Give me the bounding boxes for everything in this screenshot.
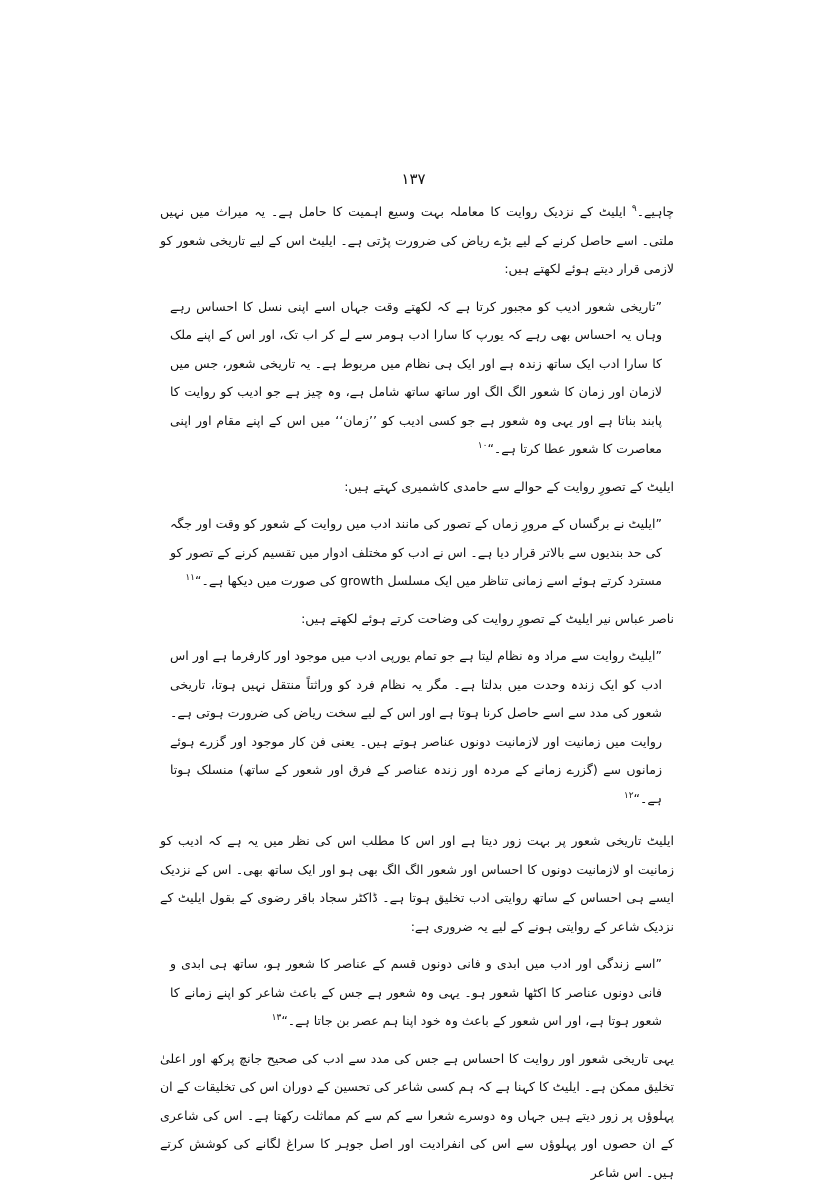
paragraph-4: ایلیٹ تاریخی شعور پر بہت زور دیتا ہے اور اس کا مطلب اس کی نظر میں یہ ہے کہ ادیب کو زمانیت او لازمانیت دونوں کا احساس اور شعور الگ الگ بھی ہو اور ایک ساتھ بھی۔ اس کے نزدیک ایسے ہی احساس کے ساتھ روایتی ادب تخلیق ہوتا ہے۔ ڈاکٹر سجاد باقر رضوی کے بقول ایلیٹ کے نزدیک شاعر کے روایتی ہونے کے لیے یہ ضروری ہے: (160, 827, 674, 941)
block-quote-2-text-b: کی صورت میں دیکھا ہے۔“ (195, 573, 340, 588)
paragraph-2: ایلیٹ کے تصورِ روایت کے حوالے سے حامدی کاشمیری کہتے ہیں: (160, 473, 674, 502)
page-number: ۱۳۷ (0, 170, 827, 188)
block-quote-4 (170, 950, 662, 1036)
block-quote-3 (170, 642, 662, 813)
paragraph-1-text-a: چاہیے۔ (637, 204, 674, 219)
footnote-marker-13: ۱۳ (272, 1013, 282, 1023)
block-quote-3-text: ”ایلیٹ روایت سے مراد وہ نظام لیتا ہے جو تمام یورپی ادب میں موجود اور کارفرما ہے اور اس ادب کو ایک زندہ وحدت میں بدلتا ہے۔ مگر یہ نظام فرد کو وراثتاً منتقل نہیں ہوتا، تاریخی شعور کی مدد سے اسے حاصل کرنا ہوتا ہے اور اس کے لیے سخت ریاض کی ضرورت ہوتی ہے۔ روایت میں زمانیت اور لازمانیت دونوں عناصر ہوتے ہیں۔ یعنی فن کار موجود اور گزرے ہوئے زمانوں سے (گزرے زمانے کے مردہ اور زندہ عناصر کے فرق اور شعور کے ساتھ) منسلک ہوتا ہے۔“ (170, 648, 662, 806)
block-quote-1 (170, 293, 662, 464)
block-quote-1-text: ”تاریخی شعور ادیب کو مجبور کرتا ہے کہ لکھتے وقت جہاں اسے اپنی نسل کا احساس رہے وہاں یہ احساس بھی رہے کہ یورپ کا سارا ادب ہومر سے لے کر اب تک، اور اس کے اپنے ملک کا سارا ادب ایک ساتھ زندہ ہے اور ایک ہی نظام میں مربوط ہے۔ یہ تاریخی شعور، جس میں لازمان اور زمان کا شعور الگ الگ اور ساتھ ساتھ شامل ہے، وہ چیز ہے جو ادیب کو روایت کا پابند بناتا ہے اور یہی وہ شعور ہے جو کسی ادیب کو ’’زمان‘‘ میں اس کے اپنے مقام اور اپنی معاصرت کا شعور عطا کرتا ہے۔“ (170, 299, 662, 457)
paragraph-3: ناصر عباس نیر ایلیٹ کے تصورِ روایت کی وضاحت کرتے ہوئے لکھتے ہیں: (160, 605, 674, 634)
footnote-marker-9: ۹ (632, 204, 637, 214)
block-quote-4-text: ”اسے زندگی اور ادب میں ابدی و فانی دونوں قسم کے عناصر کا شعور ہو، ساتھ ہی ابدی و فانی دونوں عناصر کا اکٹھا شعور ہو۔ یہی وہ شعور ہے جس کے باعث شاعر کو اپنے زمانے کا شعور ہوتا ہے، اور اس شعور کے باعث وہ خود اپنا ہم عصر بن جاتا ہے۔“ (170, 956, 662, 1028)
latin-word-growth: growth (340, 573, 384, 588)
block-quote-2 (170, 510, 662, 596)
footnote-marker-10: ۱۰ (478, 441, 488, 451)
paragraph-1-text-b: ایلیٹ کے نزدیک روایت کا معاملہ بہت وسیع اہمیت کا حامل ہے۔ یہ میراث میں نہیں ملتی۔ اسے حاصل کرنے کے لیے بڑے ریاض کی ضرورت پڑتی ہے۔ ایلیٹ اس کے لیے تاریخی شعور کو لازمی قرار دیتے ہوئے لکھتے ہیں: (160, 204, 674, 276)
page-body (160, 198, 674, 1187)
footnote-marker-12: ۱۲ (624, 790, 634, 800)
footnote-marker-11: ۱۱ (185, 573, 195, 583)
paragraph-1 (160, 198, 674, 284)
block-quote-2-text-a: ”ایلیٹ نے برگساں کے مرورِ زماں کے تصور کی مانند ادب میں روایت کے شعور کو وقت اور جگہ کی حد بندیوں سے بالاتر قرار دیا ہے۔ اس نے ادب کو مختلف ادوار میں تقسیم کرنے کے تصور کو مسترد کرتے ہوئے اسے زمانی تناظر میں ایک مسلسل (170, 516, 662, 588)
paragraph-5: یہی تاریخی شعور اور روایت کا احساس ہے جس کی مدد سے ادب کی صحیح جانچ پرکھ اور اعلیٰ تخلیق ممکن ہے۔ ایلیٹ کا کہنا ہے کہ ہم کسی شاعر کی تحسین کے دوران اس کی تخلیقات کے ان پہلوؤں پر زور دیتے ہیں جہاں وہ دوسرے شعرا سے کم سے کم مماثلت رکھتا ہے۔ اس کی شاعری کے ان حصوں اور پہلوؤں سے اس کی انفرادیت اور اصل جوہر کا سراغ لگانے کی کوشش کرتے ہیں۔ اس شاعر (160, 1045, 674, 1187)
